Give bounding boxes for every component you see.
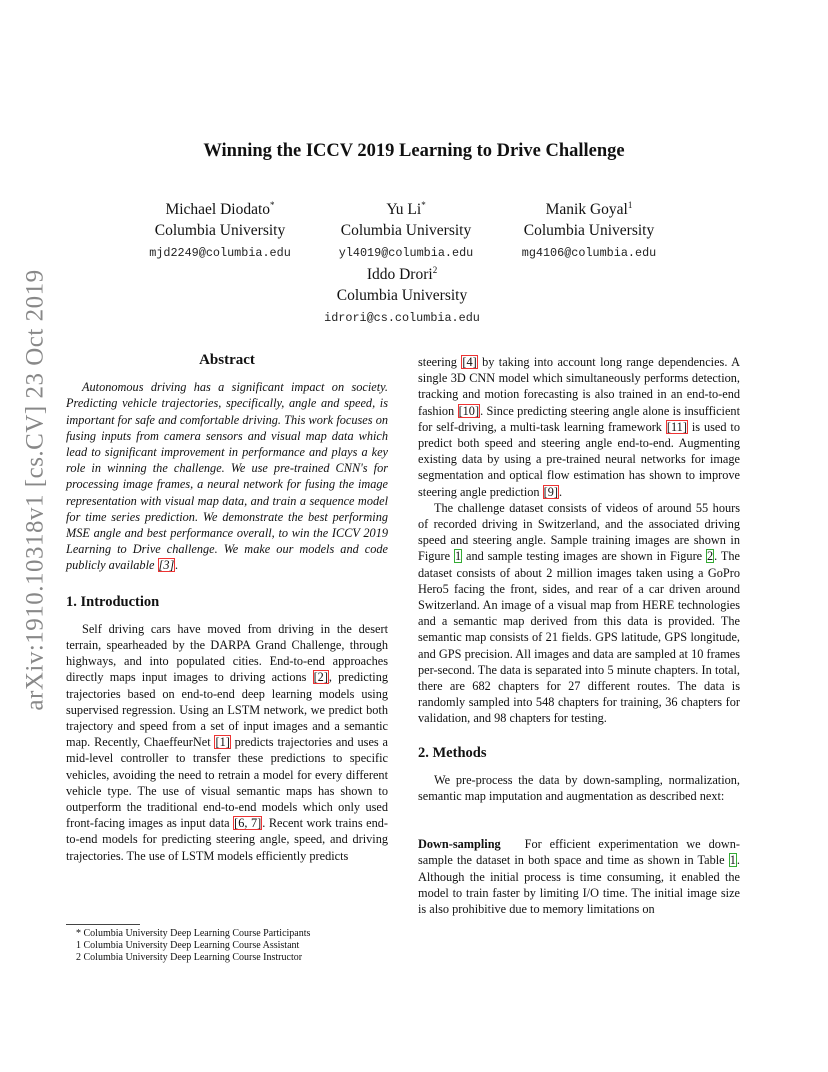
author-affiliation: Columbia University <box>154 222 286 240</box>
author-affiliation: Columbia University <box>340 222 472 240</box>
paragraph-heading: Down-sampling <box>418 837 501 852</box>
left-column <box>66 352 388 864</box>
author-affiliation: Columbia University <box>523 222 655 240</box>
author-affiliation: Columbia University <box>336 287 468 305</box>
cross-reference-link[interactable]: 2 <box>707 549 714 564</box>
author-name: Michael Diodato* <box>165 200 275 219</box>
cross-reference-link[interactable]: 1 <box>454 549 462 564</box>
author-name: Yu Li* <box>386 200 426 219</box>
citation-link[interactable]: [4] <box>462 355 477 369</box>
footnote: 2 Columbia University Deep Learning Course Instructor <box>76 952 303 963</box>
citation-link[interactable]: [3] <box>158 558 175 573</box>
footnotes <box>76 928 396 964</box>
author-email[interactable]: yl4019@columbia.edu <box>338 246 474 261</box>
author-name: Iddo Drori$^2$ <box>366 265 438 284</box>
footnote: * Columbia University Deep Learning Course Participants <box>76 928 311 939</box>
citation-link[interactable]: [9] <box>543 484 558 499</box>
citation-link[interactable]: [6, 7] <box>234 816 262 831</box>
footnote: 1 Columbia University Deep Learning Course Assistant <box>76 940 300 951</box>
cross-reference-link[interactable]: 1 <box>729 853 736 868</box>
citation-link[interactable]: [2] <box>313 670 328 685</box>
author-email[interactable]: mg4106@columbia.edu <box>521 246 657 261</box>
abstract-text: Autonomous driving has a significant impact on society. Predicting vehicle trajectories, specifically, angle and speed, is important for safe and comfortable driving. This work focuses on fusing inputs from camera sensors and visual map data which lead to significant improvement in performance and plays a key role in winning the challenge. We use pre-trained CNN's for processing image frames, a neural network for fusing the image representation with visual map data, and train a sequence model for time series prediction. We demonstrate the best performing MSE angle and best performance overall, to win the ICCV 2019 Learning to Drive challenge. We make our models and code publicly available [3]. <box>66 380 388 573</box>
down-sampling-paragraph <box>418 836 740 917</box>
citation-link[interactable]: [10] <box>458 403 480 418</box>
author-block <box>479 195 699 264</box>
author-email[interactable]: mjd2249@columbia.edu <box>149 246 291 261</box>
author-block <box>292 260 512 329</box>
body-paragraph: steering [4] by taking into account long range dependencies. A single 3D CNN model which simultaneously performs detection, tracking and motion forecasting is also trained in an end-to-end fashion [10]. Since predicting steering angle alone is insufficient for self-driving, a multi-task learning framework [11] is used to predict both speed and steering angle end-to-end. Augmenting existing data by using a pre-trained neural networks for image segmentation and optical flow estimation has shown to improve steering angle prediction [9]. <box>418 355 740 499</box>
right-column <box>418 354 740 917</box>
author-email[interactable]: idrori@cs.columbia.edu <box>324 311 480 326</box>
author-name: Manik Goyal$^1$ <box>545 200 633 219</box>
citation-link[interactable]: [1] <box>215 735 230 750</box>
citation-link[interactable]: [11] <box>666 419 687 434</box>
down-sampling-text: For efficient experimentation we down-sample the dataset in both space and time as shown in Table 1. Although the initial process is time consuming, it enabled the model to train faster by limiting I/O time. The initial image size is also prohibitive due to memory limitations on <box>418 837 740 917</box>
section-heading-introduction: 1. Introduction <box>66 593 160 610</box>
paper-title: Winning the ICCV 2019 Learning to Drive Challenge <box>203 141 625 161</box>
section-heading-methods: 2. Methods <box>418 744 487 761</box>
footnote-divider <box>66 924 140 925</box>
body-paragraph: The challenge dataset consists of videos of around 55 hours of recorded driving in Switzerland, and the associated driving speed and steering angle. Sample training images are shown in Figure 1 and sample testing images are shown in Figure 2. The dataset consists of about 2 million images taken using a GoPro Hero5 facing the front, sides, and rear of a car driven around Switzerland. An image of a visual map from HERE technologies and a semantic map derived from this data is provided. The semantic map consists of 21 fields. GPS latitude, GPS longitude, and GPS precision. All images and data are sampled at 10 frames per-second. The data is separated into 5 minute chapters. In total, there are 682 chapters for 27 different routes. The data is randomly sampled into 548 chapters for training, 36 chapters for validation, and 98 chapters for testing. <box>418 500 740 726</box>
methods-intro-paragraph: We pre-process the data by down-sampling, normalization, semantic map imputation and augmentation as described next: <box>418 772 740 804</box>
arxiv-identifier: arXiv:1910.10318v1 [cs.CV] 23 Oct 2019 <box>22 269 50 711</box>
introduction-paragraph: Self driving cars have moved from driving in the desert terrain, spearheaded by the DARPA Grand Challenge, through highways, and into populated cities. End-to-end approaches directly maps input images to driving actions [2], predicting trajectories based on end-to-end deep learning models using supervised regression. Using an LSTM network, we predict both trajectory and speed from a set of input images and a semantic map. Recently, ChaeffeurNet [1] predicts trajectories and uses a mid-level controller to transfer these predictions to specific vehicles, avoiding the need to retrain a model for every different vehicle type. The use of visual semantic maps has shown to outperform the traditional end-to-end models which only used front-facing images as input data [6, 7]. Recent work trains end-to-end models for predicting steering angle, speed, and driving trajectories. The use of LSTM models efficiently predicts <box>66 621 388 863</box>
abstract-heading: Abstract <box>199 352 255 368</box>
arxiv-identifier-stamp <box>14 269 58 711</box>
